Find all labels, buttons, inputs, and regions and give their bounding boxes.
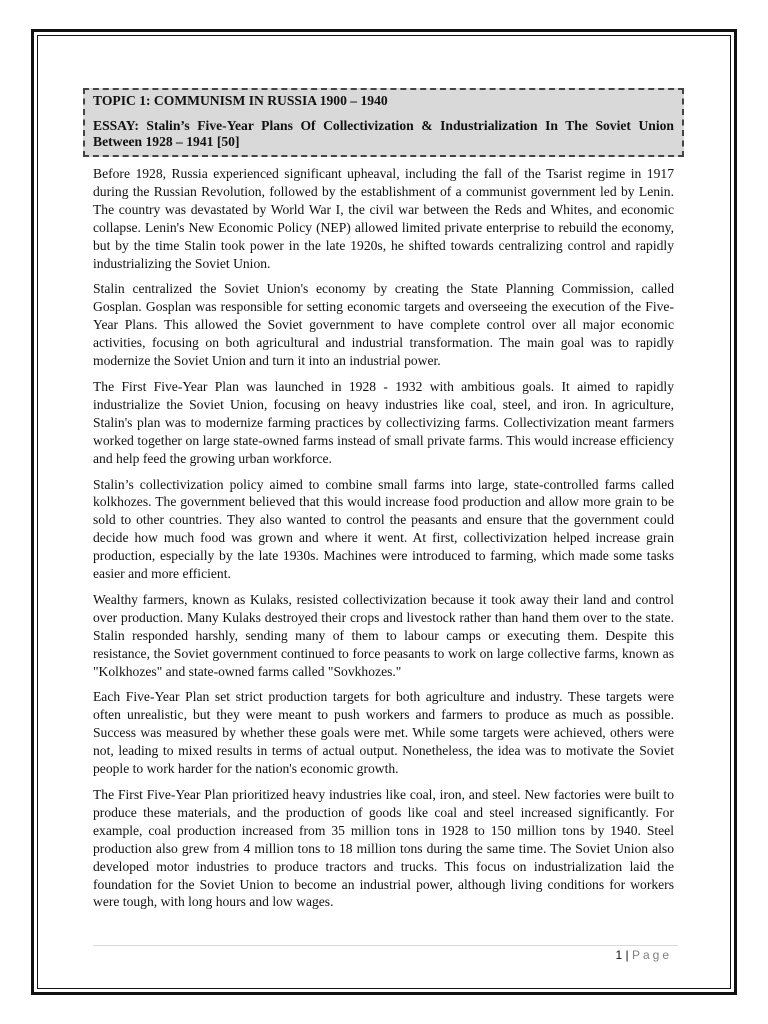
paragraph-7: The First Five-Year Plan prioritized heavy industries like coal, iron, and steel. New factories were built to produce these materials, and the production of goods like coal and steel increased significantly. For example, coal production increased from 35 million tons in 1928 to 150 million tons by 1940. Steel production also grew from 4 million tons to 18 million tons during the same time. The Soviet Union also developed motor industries to produce tractors and trucks. This focus on industrialization laid the foundation for the Soviet Union to become an industrial power, although living conditions for workers were tough, with long hours and low wages. bbox=[93, 787, 674, 910]
page-label: Page bbox=[631, 948, 672, 962]
page-separator: | bbox=[625, 948, 629, 962]
page-number: 1 bbox=[615, 948, 623, 962]
paragraph-5: Wealthy farmers, known as Kulaks, resisted collectivization because it took away their land and control over production. Many Kulaks destroyed their crops and livestock rather than hand them over to the state. Stalin responded harshly, sending many of them to labour camps or executing them. Despite this resistance, the Soviet government continued to force peasants to work on large collective farms, known as "Kolkhozes" and state-owned farms called "Sovkhozes." bbox=[93, 591, 674, 679]
essay-title: ESSAY: Stalin’s Five-Year Plans Of Collectivization & Industrialization In The Soviet Union Between 1928 – 1941 [50] bbox=[93, 118, 674, 149]
footer-divider bbox=[93, 945, 678, 946]
paragraph-1: Before 1928, Russia experienced significant upheaval, including the fall of the Tsarist regime in 1917 during the Russian Revolution, followed by the establishment of a communist government led by Lenin. The country was devastated by World War I, the civil war between the Reds and Whites, and economic collapse. Lenin's New Economic Policy (NEP) allowed limited private enterprise to rebuild the economy, but by the time Stalin took power in the late 1920s, he shifted towards centralizing control and rapidly industrializing the Soviet Union. bbox=[93, 166, 674, 271]
page-footer bbox=[615, 948, 672, 962]
essay-body bbox=[93, 165, 674, 919]
paragraph-3: The First Five-Year Plan was launched in 1928 - 1932 with ambitious goals. It aimed to rapidly industrialize the Soviet Union, focusing on heavy industries like coal, steel, and iron. In agriculture, Stalin's plan was to modernize farming practices by collectivizing farms. Collectivization meant farmers worked together on large state-owned farms instead of small private farms. This would increase efficiency and help feed the growing urban workforce. bbox=[93, 378, 674, 466]
essay-header-box bbox=[83, 88, 684, 157]
topic-heading: TOPIC 1: COMMUNISM IN RUSSIA 1900 – 1940 bbox=[93, 93, 388, 108]
paragraph-4: Stalin’s collectivization policy aimed to combine small farms into large, state-controlled farms called kolkhozes. The government believed that this would increase food production and allow more grain to be sold to other countries. They also wanted to control the peasants and ensure that the government could decide how much food was grown and where it went. At first, collectivization helped increase grain production, especially by the late 1930s. Machines were introduced to farming, which made some tasks easier and more efficient. bbox=[93, 476, 674, 582]
paragraph-2: Stalin centralized the Soviet Union's economy by creating the State Planning Commission, called Gosplan. Gosplan was responsible for setting economic targets and overseeing the execution of the Five-Year Plans. This allowed the Soviet government to have complete control over all major economic activities, focusing on both agricultural and industrial transformation. The main goal was to rapidly modernize the Soviet Union and turn it into an industrial power. bbox=[93, 281, 674, 369]
paragraph-6: Each Five-Year Plan set strict production targets for both agriculture and industry. These targets were often unrealistic, but they were meant to push workers and farmers to produce as much as possible. Success was measured by whether these goals were met. While some targets were achieved, others were not, leading to mixed results in terms of actual output. Nonetheless, the idea was to motivate the Soviet people to work harder for the nation's economic growth. bbox=[93, 689, 674, 777]
